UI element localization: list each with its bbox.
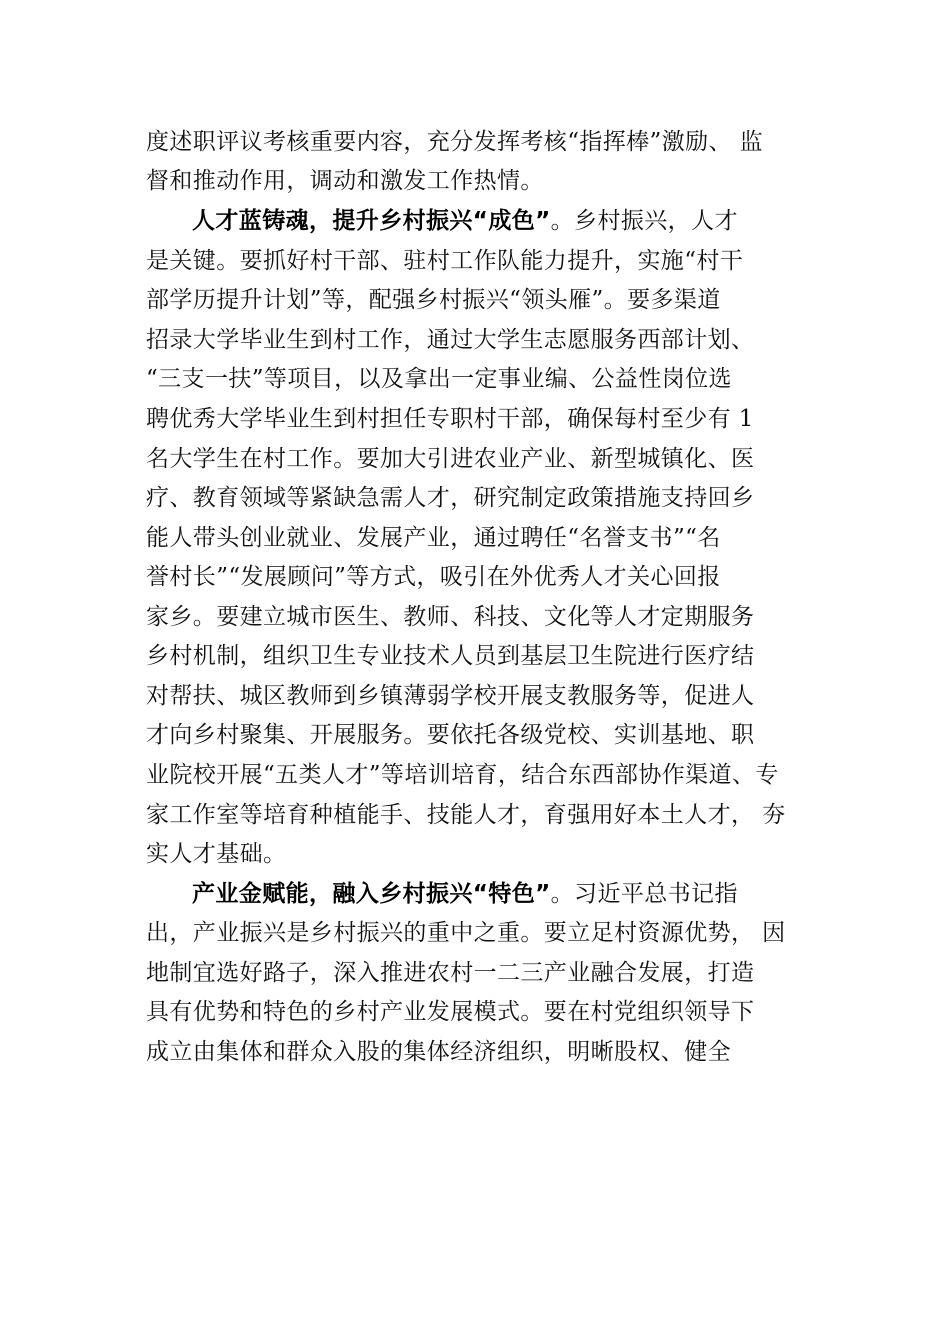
paragraph-line: 誉村长”“发展顾问”等方式，吸引在外优秀人才关心回报 bbox=[146, 564, 721, 590]
paragraph-text: 。习近平总书记指 bbox=[550, 881, 738, 907]
paragraph-line: 名大学生在村工作。要加大引进农业产业、新型城镇化、医 bbox=[146, 446, 755, 472]
paragraph-line: 实人才基础。 bbox=[146, 841, 287, 867]
paragraph-line: 是关键。要抓好村干部、驻村工作队能力提升，实施“村干 bbox=[146, 248, 744, 274]
paragraph-line: 家乡。要建立城市医生、教师、科技、文化等人才定期服务 bbox=[146, 604, 755, 630]
paragraph-line: 出，产业振兴是乡村振兴的重中之重。要立足村资源优势， 因 bbox=[146, 920, 786, 946]
paragraph-first-line bbox=[192, 874, 826, 914]
section-heading: 人才蓝铸魂，提升乡村振兴“成色” bbox=[192, 208, 551, 234]
paragraph-line: 督和推动作用，调动和激发工作热情。 bbox=[146, 168, 544, 194]
paragraph-line: 具有优势和特色的乡村产业发展模式。要在村党组织领导下 bbox=[146, 999, 755, 1025]
paragraph-line: 家工作室等培育种植能手、技能人才，育强用好本土人才， 夯 bbox=[146, 802, 786, 828]
paragraph-line: 业院校开展“五类人才”等培训培育，结合东西部协作渠道、专 bbox=[146, 762, 779, 788]
paragraph-line: “三支一扶”等项目，以及拿出一定事业编、公益性岗位选 bbox=[146, 366, 732, 392]
paragraph-line: 对帮扶、城区教师到乡镇薄弱学校开展支教服务等，促进人 bbox=[146, 683, 755, 709]
paragraph-text: 。乡村振兴，人才 bbox=[550, 208, 738, 234]
paragraph-line: 成立由集体和群众入股的集体经济组织，明晰股权、健全 bbox=[146, 1039, 731, 1065]
paragraph-line: 乡村机制，组织卫生专业技术人员到基层卫生院进行医疗结 bbox=[146, 643, 755, 669]
section-heading: 产业金赋能，融入乡村振兴“特色” bbox=[192, 881, 551, 907]
paragraph-line: 部学历提升计划”等，配强乡村振兴“领头雁”。要多渠道 bbox=[146, 287, 721, 313]
paragraph-line: 聘优秀大学毕业生到村担任专职村干部，确保每村至少有 1 bbox=[146, 406, 754, 432]
paragraph-line: 疗、教育领域等紧缺急需人才，研究制定政策措施支持回乡 bbox=[146, 485, 755, 511]
paragraph-line: 才向乡村聚集、开展服务。要依托各级党校、实训基地、职 bbox=[146, 722, 755, 748]
paragraph-line: 招录大学毕业生到村工作，通过大学生志愿服务西部计划、 bbox=[146, 327, 755, 353]
paragraph-line: 能人带头创业就业、发展产业，通过聘任“名誉支书”“名 bbox=[146, 525, 721, 551]
paragraph-first-line bbox=[192, 201, 826, 241]
paragraph-line: 度述职评议考核重要内容，充分发挥考核“指挥棒”激励、 监 bbox=[146, 129, 764, 155]
paragraph-line: 地制宜选好路子，深入推进农村一二三产业融合发展，打造 bbox=[146, 960, 755, 986]
